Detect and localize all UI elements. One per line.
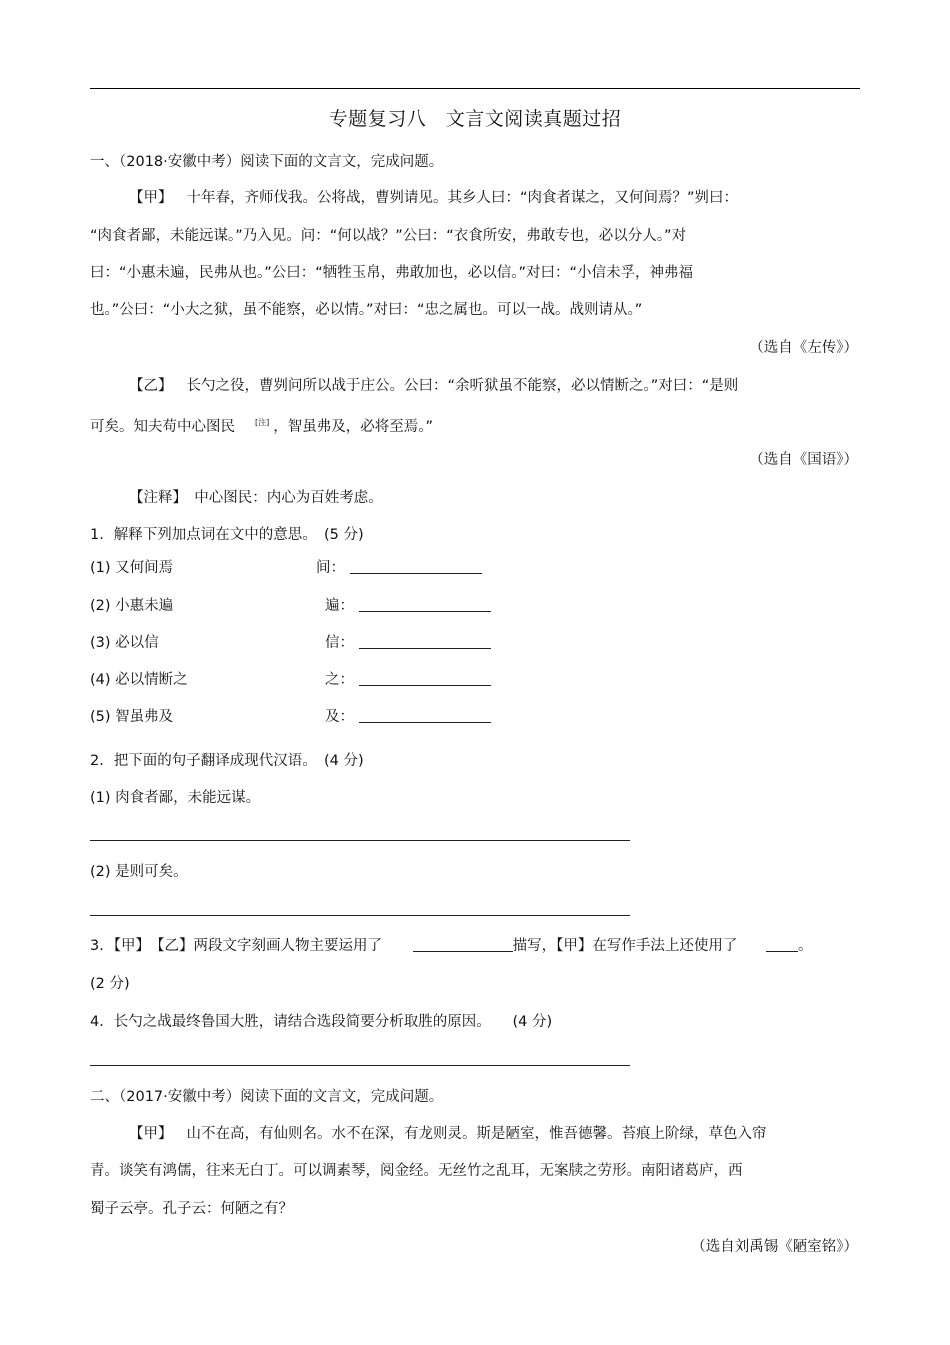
passage-jia-line-3: 曰：“小惠未遍，民弗从也。”公曰：“牺牲玉帛，弗敢加也，必以信。”对曰：“小信未孚，神弗福 [90,265,694,281]
jia-line-1-text: 十年春，齐师伐我。公将战，曹刿请见。其乡人曰：“肉食者谋之，又何间焉？”刿曰： [186,190,739,206]
q1-item-1-answer[interactable]: 间： [316,558,482,578]
annotation-note: 【注释】 中心图民：内心为百姓考虑。 [129,490,383,506]
section2-line-3: 蜀子云亭。孔子云：何陋之有？ [90,1201,293,1217]
yi-line-2b: ，智虽弗及，必将至焉。” [273,418,434,435]
q2-sentence-1: (1) 肉食者鄙，未能远谋。 [90,790,261,806]
q1-item-2: (2) 小惠未遍 [90,598,174,614]
q1-item-5: (5) 智虽弗及 [90,709,174,725]
section2-line-2: 青。谈笑有鸿儒，往来无白丁。可以调素琴，阅金经。无丝竹之乱耳，无案牍之劳形。南阳诸葛庐，西 [90,1163,743,1179]
yi-source: （选自《国语》） [749,452,858,468]
passage-jia-line-2: “肉食者鄙，未能远谋。”乃入见。问：“何以战？”公曰：“衣食所安，弗敢专也，必以分人。”对 [90,228,687,244]
yi-line-2a: 可矣。知夫苟中心图民 [90,418,235,435]
q1-item-1: (1) 又何间焉 [90,560,174,576]
q1-item-3-answer[interactable]: 信： [325,633,491,653]
q1-item-4: (4) 必以情断之 [90,672,188,688]
yi-line-1-text: 长勺之役，曹刿问所以战于庄公。公曰：“余听狱虽不能察，必以情断之。”对曰：“是则 [186,378,739,394]
footnote-marker: [注] [255,418,270,427]
q4-prompt: 4．长勺之战最终鲁国大胜，请结合选段简要分析取胜的原因。 (4 分) [90,1014,553,1030]
q1-item-3: (3) 必以信 [90,635,159,651]
q1-prompt: 1．解释下列加点词在文中的意思。 (5 分) [90,527,364,543]
section2-heading: 二、（2017·安徽中考）阅读下面的文言文，完成问题。 [90,1089,444,1105]
q2-answer-line-2[interactable] [90,915,630,916]
section2-line-1 [129,1124,767,1144]
q3-part-1: 3．【甲】 【乙】两段文字刻画人物主要运用了 [90,938,382,954]
q3-blank-2[interactable] [766,937,798,952]
q1-item-2-answer[interactable]: 遍： [325,596,491,616]
section2-line-1-text: 山不在高，有仙则名。水不在深，有龙则灵。斯是陋室，惟吾德馨。苔痕上阶绿，草色入帘 [186,1126,767,1142]
section1-heading: 一、（2018·安徽中考）阅读下面的文言文，完成问题。 [90,154,444,170]
q2-sentence-2: (2) 是则可矣。 [90,864,188,880]
answer-blank[interactable] [350,559,482,574]
yi-tag: 【乙】 [129,378,173,394]
passage-yi-line-1 [129,376,738,396]
passage-jia-line-1 [129,188,738,208]
q3-blank-1[interactable] [413,937,513,952]
q3-part-3: 。 [797,938,813,954]
q1-item-4-answer[interactable]: 之： [325,670,491,690]
q3-prompt [90,936,812,956]
q4-answer-line[interactable] [90,1065,630,1066]
top-rule [90,88,860,89]
q2-prompt: 2．把下面的句子翻译成现代汉语。 (4 分) [90,753,364,769]
page-title: 专题复习八 文言文阅读真题过招 [328,108,622,130]
answer-blank[interactable] [359,597,491,612]
section2-jia-tag: 【甲】 [129,1126,173,1142]
q3-score: (2 分) [90,976,130,992]
passage-jia-line-4: 也。”公曰：“小大之狱，虽不能察，必以情。”对曰：“忠之属也。可以一战。战则请从。” [90,302,643,318]
answer-blank[interactable] [359,634,491,649]
q2-answer-line-1[interactable] [90,840,630,841]
answer-blank[interactable] [359,671,491,686]
answer-blank[interactable] [359,708,491,723]
jia-source: （选自《左传》） [749,340,858,356]
jia-tag: 【甲】 [129,190,173,206]
passage-yi-line-2 [90,413,433,437]
section2-source: （选自刘禹锡《陋室铭》） [691,1239,858,1255]
q3-part-2: 描写，【甲】在写作手法上还使用了 [512,938,738,954]
q1-item-5-answer[interactable]: 及： [325,707,491,727]
